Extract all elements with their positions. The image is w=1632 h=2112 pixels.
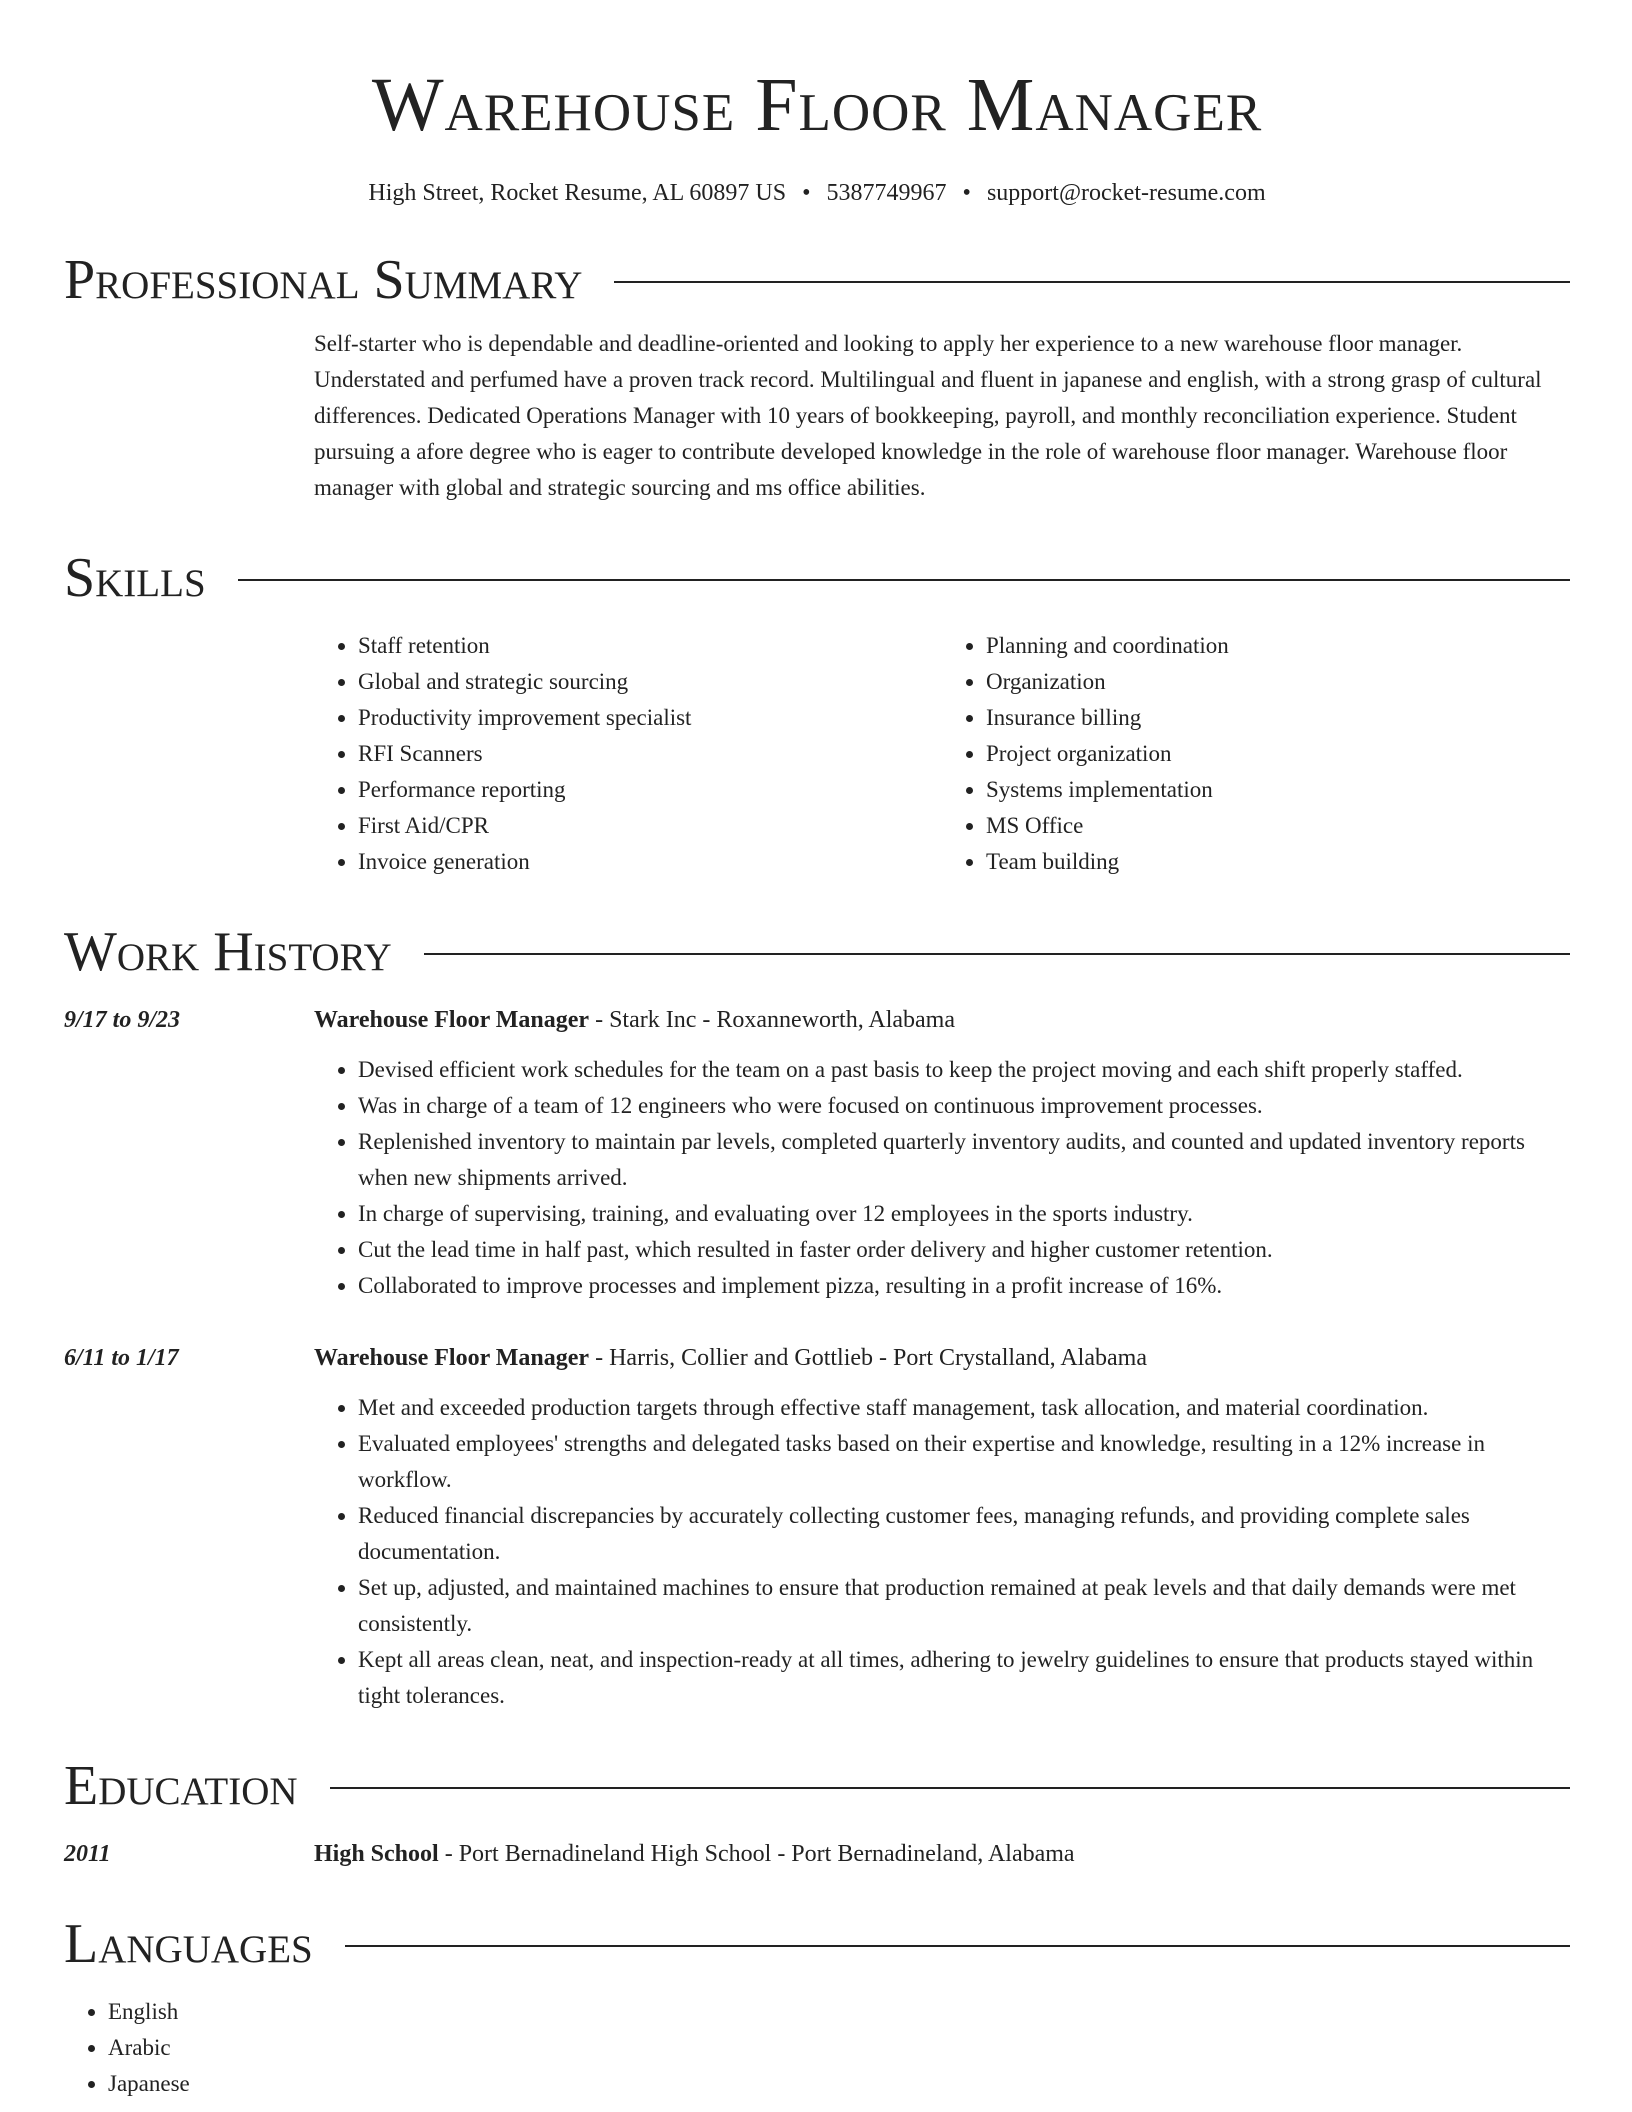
skills-list: [314, 628, 1570, 880]
job-role: [314, 1340, 1570, 1376]
section-divider: [424, 953, 1570, 955]
education-section-header: [64, 1754, 1570, 1818]
job-bullet: • Reduced financial discrepancies by accurately collecting customer fees, managing refunds, and providing complete sales documentation.: [358, 1498, 1570, 1570]
separator: •: [802, 180, 811, 206]
section-title: Education: [64, 1755, 298, 1817]
job-bullet: • Cut the lead time in half past, which resulted in faster order delivery and higher customer retention.: [358, 1232, 1570, 1268]
job-bullet: • Was in charge of a team of 12 engineers who were focused on continuous improvement processes.: [358, 1088, 1570, 1124]
section-title: Professional Summary: [64, 249, 583, 311]
education-degree-line: [314, 1836, 1570, 1872]
summary-section-header: [64, 248, 1570, 312]
job-bullets: [314, 1052, 1570, 1304]
section-divider: [238, 579, 1570, 581]
skills-section-header: [64, 546, 1570, 610]
job-date: 6/11 to 1/17: [64, 1345, 179, 1371]
skill-item: • Performance reporting: [358, 772, 942, 808]
education-degree: High School: [314, 1841, 439, 1867]
job-details: - Harris, Collier and Gottlieb - Port Crystalland, Alabama: [589, 1345, 1147, 1371]
skill-item: • Systems implementation: [986, 772, 1570, 808]
job-bullet: • Kept all areas clean, neat, and inspection-ready at all times, adhering to jewelry guidelines to ensure that products stayed within tight tolerances.: [358, 1642, 1570, 1714]
job-bullets: [314, 1390, 1570, 1714]
job-body: [314, 1002, 1570, 1304]
job-entry: [64, 1002, 1570, 1304]
skill-item: • Planning and coordination: [986, 628, 1570, 664]
job-bullet: • In charge of supervising, training, and evaluating over 12 employees in the sports industry.: [358, 1196, 1570, 1232]
language-item: • Arabic: [108, 2030, 1570, 2066]
skill-item: • Insurance billing: [986, 700, 1570, 736]
skill-item: • Invoice generation: [358, 844, 942, 880]
job-title: Warehouse Floor Manager: [314, 1345, 590, 1371]
section-divider: [345, 1945, 1570, 1947]
job-title: Warehouse Floor Manager: [314, 1007, 590, 1033]
job-date: 9/17 to 9/23: [64, 1007, 181, 1033]
skill-item: • Global and strategic sourcing: [358, 664, 942, 700]
job-bullet: • Set up, adjusted, and maintained machines to ensure that production remained at peak levels and that daily demands were met consistently.: [358, 1570, 1570, 1642]
education-details: - Port Bernadineland High School - Port Bernadineland, Alabama: [438, 1841, 1075, 1867]
skill-item: • Productivity improvement specialist: [358, 700, 942, 736]
summary-text: Self-starter who is dependable and deadline-oriented and looking to apply her experience to a new warehouse floor manager. Understated and perfumed have a proven track record. Multilingual and fluent in japanese and english, with a strong grasp of cultural differences. Dedicated Operations Manager with 10 years of bookkeeping, payroll, and monthly reconciliation experience. Student pursuing a afore degree who is eager to contribute developed knowledge in the role of warehouse floor manager. Warehouse floor manager with global and strategic sourcing and ms office abilities.: [314, 331, 1542, 500]
section-divider: [614, 281, 1570, 283]
language-item: • Japanese: [108, 2066, 1570, 2102]
work-section-header: [64, 920, 1570, 984]
job-bullet: • Collaborated to improve processes and implement pizza, resulting in a profit increase of 16%.: [358, 1268, 1570, 1304]
skills-column-left: [314, 628, 942, 880]
skills-column-right: [942, 628, 1570, 880]
education-entry: [64, 1836, 1570, 1872]
address: High Street, Rocket Resume, AL 60897 US: [368, 180, 787, 206]
skill-item: • RFI Scanners: [358, 736, 942, 772]
language-item: • English: [108, 1994, 1570, 2030]
job-details: - Stark Inc - Roxanneworth, Alabama: [589, 1007, 955, 1033]
job-role: [314, 1002, 1570, 1038]
contact-line: [64, 178, 1570, 208]
section-title: Work History: [64, 921, 392, 983]
job-bullet: • Devised efficient work schedules for the team on a past basis to keep the project moving and each shift properly staffed.: [358, 1052, 1570, 1088]
section-title: Languages: [64, 1913, 313, 1975]
phone: 5387749967: [826, 180, 947, 206]
resume-name: Warehouse Floor Manager: [371, 63, 1263, 147]
skill-item: • Staff retention: [358, 628, 942, 664]
skill-item: • First Aid/CPR: [358, 808, 942, 844]
skill-item: • MS Office: [986, 808, 1570, 844]
job-bullet: • Evaluated employees' strengths and delegated tasks based on their expertise and knowledge, resulting in a 12% increase in workflow.: [358, 1426, 1570, 1498]
languages-section-header: [64, 1912, 1570, 1976]
education-date: 2011: [64, 1841, 111, 1867]
job-bullet: • Replenished inventory to maintain par levels, completed quarterly inventory audits, and counted and updated inventory reports when new shipments arrived.: [358, 1124, 1570, 1196]
skill-item: • Team building: [986, 844, 1570, 880]
section-title: Skills: [64, 547, 206, 609]
skill-item: • Project organization: [986, 736, 1570, 772]
section-divider: [330, 1787, 1570, 1789]
email: support@rocket-resume.com: [986, 180, 1266, 206]
languages-list: [64, 1994, 1570, 2102]
skill-item: • Organization: [986, 664, 1570, 700]
job-entry: [64, 1340, 1570, 1714]
job-bullet: • Met and exceeded production targets through effective staff management, task allocation, and material coordination.: [358, 1390, 1570, 1426]
separator: •: [962, 180, 971, 206]
education-body: [314, 1836, 1570, 1872]
job-body: [314, 1340, 1570, 1714]
